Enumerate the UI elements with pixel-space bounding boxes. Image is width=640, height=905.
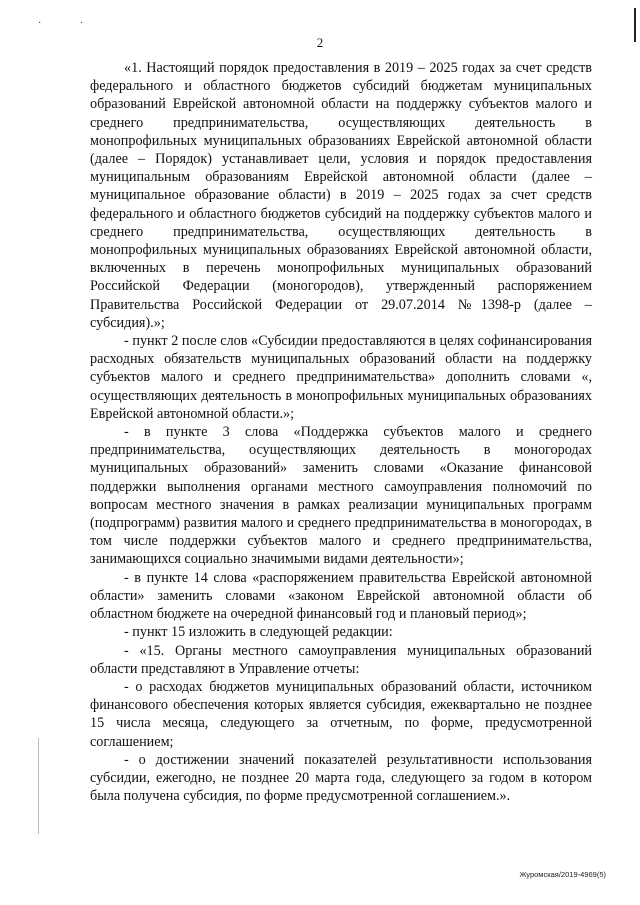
paragraph-4: - в пункте 14 слова «распоряжением правительства Еврейской автономной области» заменить словами «законом Еврейской автономной области об областном бюджете на очередной финансовый год и плановый период»; [90, 569, 592, 623]
document-body [90, 59, 592, 805]
paragraph-3: - в пункте 3 слова «Поддержка субъектов малого и среднего предпринимательства, осуществляющих деятельность в моногородах муниципальных образований» заменить словами «Оказание финансовой поддержки выполнения органами местного самоуправления полномочий по вопросам местного значения в рамках реализации муниципальных программ (подпрограмм) развития малого и среднего предпринимательства в моногородах, в том числе поддержки субъектов малого и среднего предпринимательства, занимающихся социально значимыми видами деятельности»; [90, 424, 592, 568]
page-number: 2 [316, 35, 324, 50]
paragraph-5: - пункт 15 изложить в следующей редакции: [124, 624, 393, 641]
scan-marks: · · [38, 18, 102, 29]
paragraph-6: - «15. Органы местного самоуправления муниципальных образований области представляют в Управление отчеты: [90, 642, 592, 677]
paragraph-1: «1. Настоящий порядок предоставления в 2019 – 2025 годах за счет средств федерального и областного бюджетов субсидий бюджетам муниципальных образований Еврейской автономной области на поддержку субъектов малого и среднего предпринимательства, осуществляющих деятельность в монопрофильных муниципальных образованиях Еврейской автономной области (далее – Порядок) устанавливает цели, условия и порядок предоставления муниципальным образованиям Еврейской автономной области (далее – муниципальное образование области) в 2019 – 2025 годах за счет средств федерального и областного бюджетов субсидий на поддержку субъектов малого и среднего предпринимательства, осуществляющих деятельность в монопрофильных муниципальных образованиях Еврейской автономной области, включенных в перечень монопрофильных муниципальных образований Российской Федерации (моногородов), утвержденный распоряжением Правительства Российской Федерации от 29.07.2014 №1398-р (далее – субсидия).»; [90, 60, 592, 331]
paragraph-2: - пункт 2 после слов «Субсидии предоставляются в целях софинансирования расходных обязательств муниципальных образований области на поддержку субъектов малого и среднего предпринимательства» дополнить словами «, осуществляющих деятельность в монопрофильных муниципальных образованиях Еврейской автономной области.»; [90, 333, 592, 422]
document-code: Журомская/2019-4969(5) [519, 870, 606, 879]
scan-artifact-line [38, 738, 39, 834]
paragraph-7: - о расходах бюджетов муниципальных образований области, источником финансового обеспечения которых является субсидия, ежеквартально не позднее 15 числа месяца, следующего за отчетным, по форме, предусмотренной соглашением; [90, 678, 592, 750]
paragraph-8: - о достижении значений показателей результативности использования субсидии, ежегодно, не позднее 20 марта года, следующего за годом в котором была получена субсидия, по форме предусмотренной соглашением.». [90, 751, 592, 805]
